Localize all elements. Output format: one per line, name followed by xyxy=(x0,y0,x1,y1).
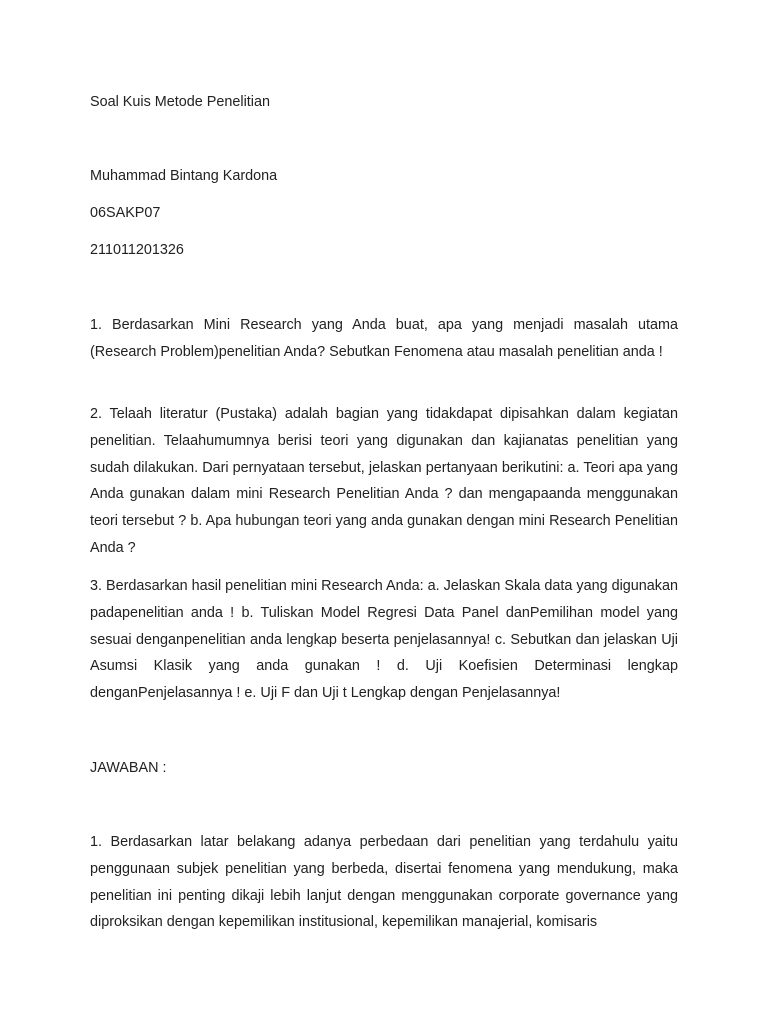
document-title: Soal Kuis Metode Penelitian xyxy=(90,94,270,110)
author-student-id: 211011201326 xyxy=(90,242,184,258)
author-name: Muhammad Bintang Kardona xyxy=(90,168,278,184)
author-class: 06SAKP07 xyxy=(90,205,161,221)
question-3: 3. Berdasarkan hasil penelitian mini Research Anda: a. Jelaskan Skala data yang digunakan padapenelitian anda ! b. Tuliskan Model Regresi Data Panel danPemilihan model yang sesuai denganpenelitian anda lengkap beserta penjelasannya! c. Sebutkan dan jelaskan Uji Asumsi Klasik yang anda gunakan ! d. Uji Koefisien Determinasi lengkap denganPenjelasannya ! e. Uji F dan Uji t Lengkap dengan Penjelasannya! xyxy=(90,578,678,702)
question-1: 1. Berdasarkan Mini Research yang Anda buat, apa yang menjadi masalah utama (Research Problem)penelitian Anda? Sebutkan Fenomena atau masalah penelitian anda ! xyxy=(90,317,678,360)
answer-1: 1. Berdasarkan latar belakang adanya perbedaan dari penelitian yang terdahulu yaitu penggunaan subjek penelitian yang berbeda, disertai fenomena yang mendukung, maka penelitian ini penting dikaji lebih lanjut dengan menggunakan corporate governance yang diproksikan dengan kepemilikan institusional, kepemilikan manajerial, komisaris xyxy=(90,834,678,931)
answer-heading: JAWABAN : xyxy=(90,760,167,776)
question-2: 2. Telaah literatur (Pustaka) adalah bagian yang tidakdapat dipisahkan dalam kegiatan penelitian. Telaahumumnya berisi teori yang digunakan dan kajianatas penelitian yang sudah dilakukan. Dari pernyataan tersebut, jelaskan pertanyaan berikutini: a. Teori apa yang Anda gunakan dalam mini Research Penelitian Anda ? dan mengapaanda menggunakan teori tersebut ? b. Apa hubungan teori yang anda gunakan dengan mini Research Penelitian Anda ? xyxy=(90,406,678,556)
